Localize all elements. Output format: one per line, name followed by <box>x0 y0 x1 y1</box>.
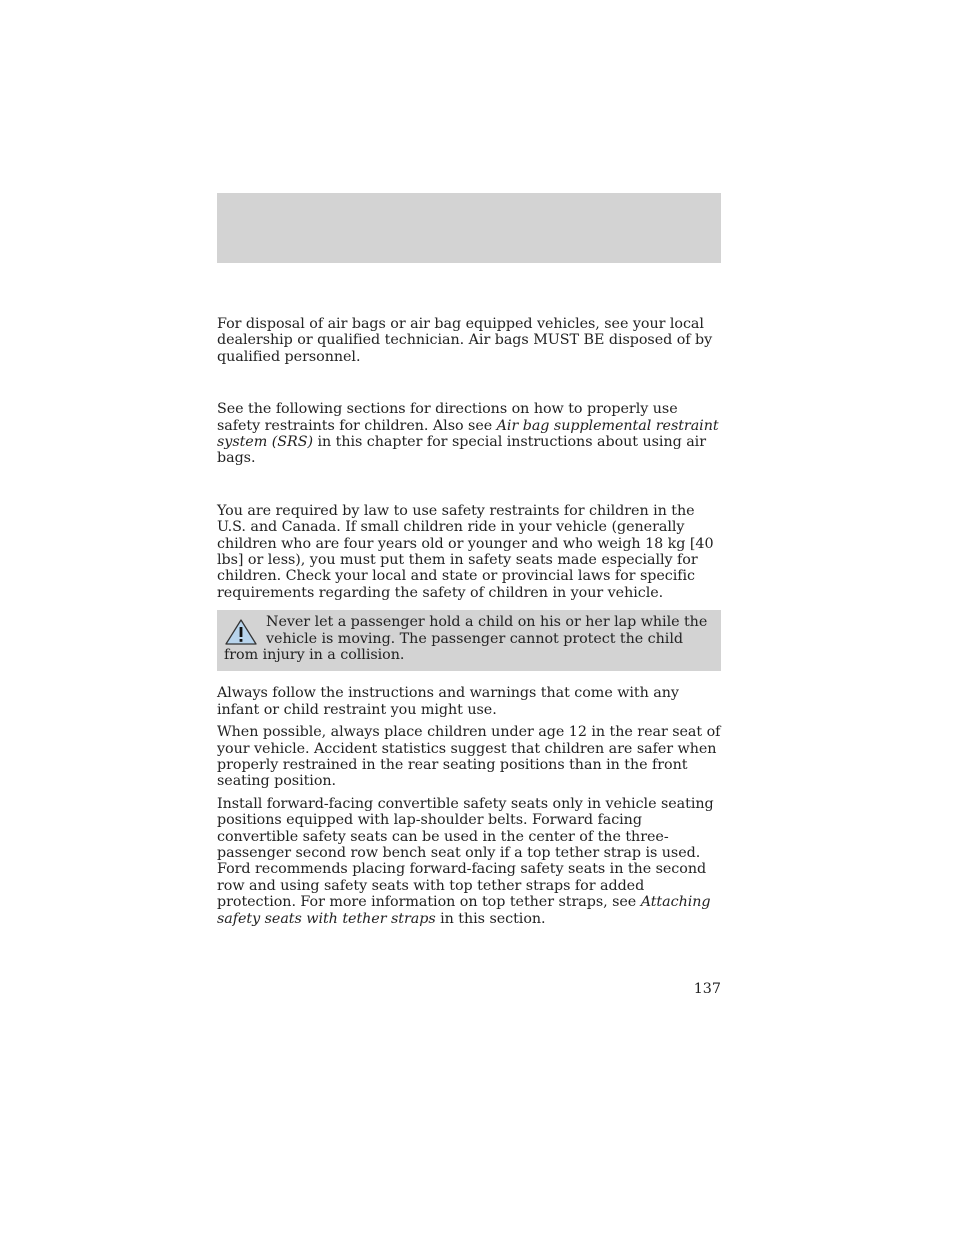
tether-straps-reference: Attaching safety seats with tether straps <box>217 894 711 927</box>
text-span: in this section. <box>435 910 546 927</box>
srs-reference: Air bag supplemental restraint system (SRS) <box>217 417 719 451</box>
warning-text: Never let a passenger hold a child on his or her lap while the vehicle is moving. The passenger cannot protect the child from injury in a collision. <box>224 614 708 664</box>
header-band <box>217 193 721 263</box>
text-span: Install forward-facing convertible safety seats only in vehicle seating positions equipped with lap-shoulder belts. Forward facing convertible safety seats can be used in the center of the three-passenger second row bench seat only if a top tether strap is used. Ford recommends placing forward-facing safety seats in the second row and using safety seats with top tether straps for added protection. For more information on top tether straps, see <box>217 795 714 911</box>
text-span: in this chapter for special instructions about using air bags. <box>217 434 706 467</box>
follow-instructions-paragraph: Always follow the instructions and warnings that come with any infant or child restraint you might use. <box>217 685 679 718</box>
text-span: See the following sections for directions on how to properly use safety restraints for children. Also see <box>217 401 678 434</box>
child-restraints-intro-paragraph <box>217 401 723 467</box>
page-content <box>217 316 723 927</box>
page-number: 137 <box>693 981 721 997</box>
disposal-paragraph: For disposal of air bags or air bag equipped vehicles, see your local dealership or qualified technician. Air bags MUST BE disposed of by qualified personnel. <box>217 316 713 365</box>
rear-seat-paragraph: When possible, always place children under age 12 in the rear seat of your vehicle. Accident statistics suggest that children are safer when properly restrained in the rear seating positions than in the front seating position. <box>217 724 721 790</box>
law-requirement-paragraph: You are required by law to use safety restraints for children in the U.S. and Canada. If small children ride in your vehicle (generally children who are four years old or younger and who weigh 18 kg [40 lbs] or less), you must put them in safety seats made especially for children. Check your local and state or provincial laws for specific requirements regarding the safety of children in your vehicle. <box>217 502 714 601</box>
convertible-seats-paragraph <box>217 796 723 927</box>
warning-triangle-icon <box>224 618 258 646</box>
warning-box <box>217 610 721 671</box>
